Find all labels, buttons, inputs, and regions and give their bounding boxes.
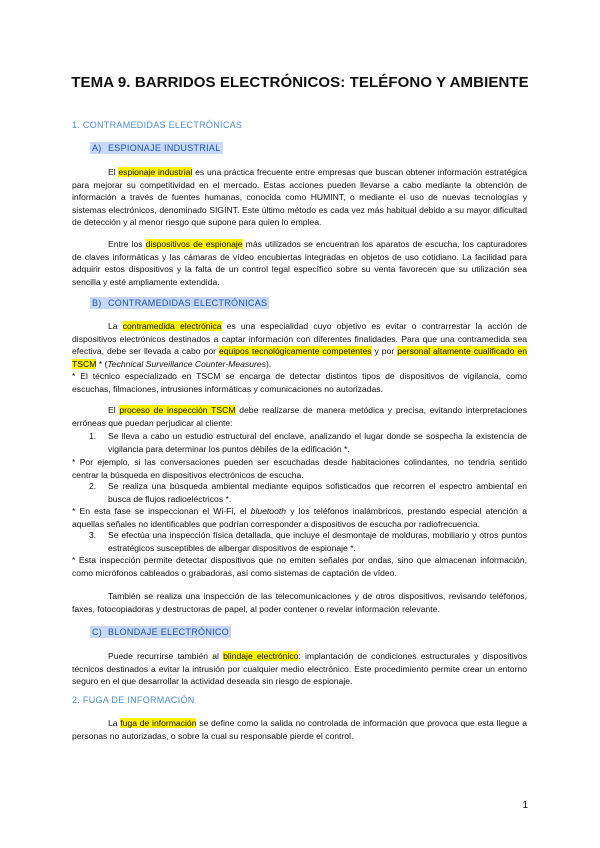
highlight-equipos: equipos tecnológicamente competentes — [218, 346, 372, 357]
paragraph-telecomunicaciones: También se realiza una inspección de las telecomunicaciones y de otros dispositivos, revisando teléfonos, faxes, fotocopiadoras y destructoras de papel, al poder contener o revelar información relevante. — [72, 591, 527, 614]
paragraph-espionaje: El espionaje industrial es una práctica frecuente entre empresas que buscan obtener información estratégica para mejorar su competitividad en el mercado. Estas acciones pueden llevarse a cabo mediante la obtención de información a través de fuentes humanas, conocida como HUMINT, o mediante el uso de nuevas tecnologías y sistemas electrónicos, denominado SIGINT. Este último método es cada vez más habitual debido a su mayor dificultad de detección y al menor riesgo que supone para quien lo emplea. — [72, 167, 528, 228]
list-item: 1. Se lleva a cabo un estudio estructural del enclave, analizando el lugar donde se sospecha la existencia de vigilancia para determinar los puntos débiles de la edificación *. — [89, 431, 527, 454]
subheading-b — [90, 297, 269, 309]
highlight-fuga: fuga de información — [120, 718, 197, 728]
subheading-b-label: CONTRAMEDIDAS ELECTRÓNICAS — [108, 298, 268, 308]
paragraph-blindaje: Puede recurrirse también al blindaje electrónico: implantación de condiciones estructurales y dispositivos técnicos destinados a evitar la intrusión por cualquier medio electrónico. Este procedimiento permite crear un entorno seguro en el que desarrollar la actividad deseada sin riesgo de espionaje. — [72, 651, 527, 687]
note-3: * Esta inspección permite detectar dispositivos que no emiten señales por ondas, sino que almacenan información, como micrófonos cableados o grabadoras, así como sistemas de captación de vídeo. — [72, 555, 527, 578]
subheading-b-letter: B) — [92, 298, 102, 308]
paragraph-fuga: La fuga de información se define como la salida no controlada de información que provoca que esta llegue a personas no autorizadas, o sobre la cual su responsable pierde el control. — [72, 718, 527, 741]
highlight-contramedida: contramedida electrónica — [122, 321, 222, 331]
subheading-c-label: BLONDAJE ELECTRÓNICO — [108, 627, 230, 637]
highlight-proceso: proceso de inspección TSCM — [119, 405, 236, 415]
subheading-c-letter: C) — [92, 627, 103, 637]
paragraph-contramedida: La contramedida electrónica es una especialidad cuyo objetivo es evitar o contrarrestar la acción de dispositivos electrónicos destinados a captar información con diferentes finalidades. Para que una contramedida sea efectiva, debe ser llevada a cabo por equipos tecnológicamente competentes y por personal altamente cualificado en TSCM * (Technical Surveillance Counter-Measures). * El técnico especializado en TSCM se encarga de detectar distintos tipos de dispositivos de vigilancia, como escuchas, filmaciones, intrusiones informáticas y comunicaciones no autorizadas. — [72, 321, 527, 394]
paragraph-proceso: El proceso de inspección TSCM debe realizarse de manera metódica y precisa, evitando interpretaciones erróneas que puedan perjudicar al cliente: — [72, 405, 528, 428]
subheading-a-letter: A) — [92, 143, 102, 153]
note-2: * En esta fase se inspeccionan el Wi-Fi, el bluetooth y los teléfonos inalámbricos, prestando especial atención a aquellas señales no identificables que podrían corresponder a dispositivos de escucha por radiofrecuencia. — [72, 506, 527, 529]
subheading-c — [90, 626, 231, 638]
section-heading-1: 1. CONTRAMEDIDAS ELECTRÓNICAS — [72, 120, 243, 130]
note-tscm: * El técnico especializado en TSCM se encarga de detectar distintos tipos de dispositivos de vigilancia, como escuchas, filmaciones, intrusiones informáticas y comunicaciones no autorizadas. — [72, 371, 527, 394]
list-item: 3. Se efectúa una inspección física detallada, que incluye el desmontaje de molduras, mobiliario y otros puntos estratégicos susceptibles de albergar dispositivos de espionaje *. — [89, 530, 527, 553]
section-heading-2: 2. FUGA DE INFORMACIÓN — [72, 695, 195, 705]
note-1: * Por ejemplo, si las conversaciones pueden ser escuchadas desde habitaciones colindantes, no tendría sentido centrar la búsqueda en dispositivos electrónicos de escucha. — [72, 457, 527, 480]
highlight-espionaje-industrial: espionaje industrial — [118, 167, 193, 177]
page-title: TEMA 9. BARRIDOS ELECTRÓNICOS: TELÉFONO Y AMBIENTE — [71, 74, 529, 91]
highlight-blindaje: blindaje electrónico — [223, 651, 299, 661]
page-number: 1 — [522, 800, 528, 811]
subheading-a — [90, 142, 223, 154]
highlight-dispositivos: dispositivos de espionaje — [145, 239, 243, 249]
list-item: 2. Se realiza una búsqueda ambiental mediante equipos sofisticados que recorren el espectro ambiental en busca de flujos radioeléctricos *. — [89, 481, 527, 504]
subheading-a-label: ESPIONAJE INDUSTRIAL — [108, 143, 221, 153]
paragraph-dispositivos: Entre los dispositivos de espionaje más utilizados se encuentran los aparatos de escucha, los capturadores de claves informáticas y las cámaras de vídeo encubiertas integradas en objetos de uso cotidiano. La facilidad para adquirir estos dispositivos y la falta de un control legal específico sobre su venta favorecen que su utilización sea sencilla y esté ampliamente extendida. — [72, 239, 527, 287]
highlight-personal: personal altamente cualificado en TSCM — [72, 346, 527, 369]
